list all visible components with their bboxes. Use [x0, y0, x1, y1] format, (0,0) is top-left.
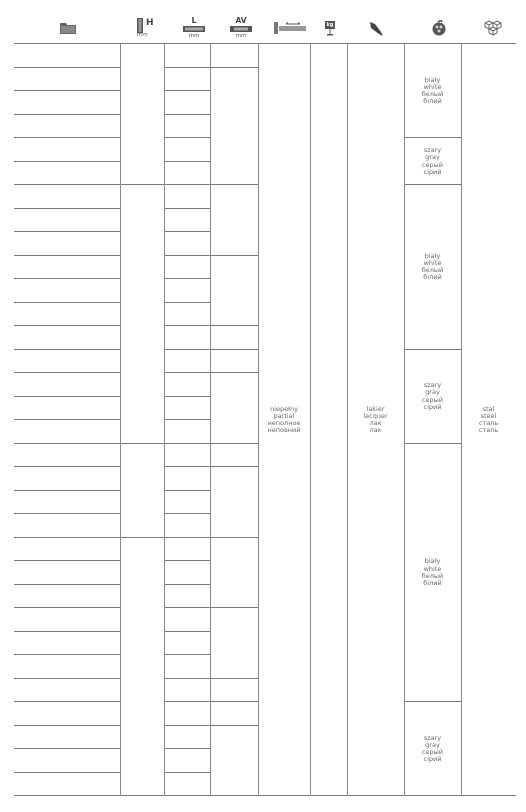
product-code: [14, 185, 120, 209]
product-code: [14, 608, 120, 632]
product-code: [14, 326, 120, 350]
color-value-line: серый: [421, 395, 444, 404]
av-value: [210, 608, 258, 679]
header-row: [14, 14, 516, 42]
type-value-line: niepełny: [270, 404, 298, 413]
color-value-line: white: [423, 82, 442, 91]
height-value: [120, 444, 164, 538]
height-label: H: [146, 18, 154, 28]
finish-value-line: lacquer: [363, 411, 388, 420]
material-value-line: сталь: [478, 419, 499, 427]
length-value: [164, 279, 210, 303]
material-cubes-icon: [470, 14, 516, 42]
av-value: [210, 467, 258, 538]
length-value: [164, 256, 210, 280]
column-divider: [347, 44, 348, 796]
height-value: [120, 44, 164, 185]
av-value: [210, 373, 258, 444]
material-value-line: stal: [482, 404, 495, 413]
type-value-line: неполное: [267, 419, 301, 427]
av-value: [210, 44, 258, 68]
length-value: [164, 632, 210, 656]
length-value: [164, 232, 210, 256]
finish-value-line: lakier: [366, 404, 385, 413]
product-code: [14, 420, 120, 444]
color-value-line: серый: [421, 748, 444, 756]
product-code: [14, 514, 120, 538]
length-value: [164, 209, 210, 233]
length-value: [164, 608, 210, 632]
column-divider: [210, 44, 211, 796]
type-value: [258, 44, 310, 796]
weight-value: [310, 44, 347, 796]
av-value: [210, 256, 258, 327]
color-value-line: белый: [421, 90, 444, 98]
product-code: [14, 655, 120, 679]
color-value-line: biały: [424, 557, 441, 566]
av-value: [210, 538, 258, 609]
product-code: [14, 726, 120, 750]
length-value: [164, 138, 210, 162]
product-code: [14, 162, 120, 186]
length-value: [164, 68, 210, 92]
product-code: [14, 773, 120, 797]
length-value: [164, 585, 210, 609]
finish-value-line: лак: [369, 419, 382, 427]
product-code: [14, 350, 120, 374]
color-value-line: белый: [421, 266, 444, 275]
product-code: [14, 138, 120, 162]
weight-label: kg: [326, 22, 334, 28]
product-code: [14, 632, 120, 656]
column-divider: [461, 44, 462, 796]
color-value-line: сірий: [423, 402, 442, 411]
color-value-line: biały: [424, 75, 441, 84]
color-value-line: gray: [425, 388, 440, 397]
av-value: [210, 444, 258, 468]
length-value: [164, 679, 210, 703]
av-unit: mm: [235, 33, 247, 39]
length-value: [164, 326, 210, 350]
material-value: [461, 44, 516, 796]
av-value: [210, 68, 258, 186]
av-label: AV: [235, 16, 247, 25]
profile-bar-icon: [268, 14, 314, 42]
length-unit: mm: [188, 33, 200, 39]
product-code: [14, 491, 120, 515]
product-code: [14, 209, 120, 233]
column-divider: [120, 44, 121, 796]
length-value: [164, 514, 210, 538]
length-value: [164, 561, 210, 585]
type-value-line: неповний: [267, 426, 301, 435]
color-value-line: gray: [425, 153, 440, 162]
length-value: [164, 185, 210, 209]
color-value-line: szary: [423, 733, 442, 742]
product-code: [14, 444, 120, 468]
material-value-line: сталь: [478, 426, 499, 435]
product-table: [14, 44, 516, 796]
product-code: [14, 44, 120, 68]
length-value: [164, 373, 210, 397]
product-code: [14, 279, 120, 303]
color-value-line: gray: [425, 740, 440, 749]
height-value: [120, 538, 164, 797]
av-value: [210, 185, 258, 256]
finish-value-line: лак: [369, 426, 382, 435]
product-code: [14, 303, 120, 327]
length-value: [164, 444, 210, 468]
product-code: [14, 467, 120, 491]
color-value: [404, 138, 461, 185]
color-value-line: biały: [424, 251, 441, 260]
height-unit: mm: [137, 32, 148, 38]
av-value: [210, 679, 258, 703]
length-value: [164, 162, 210, 186]
color-value-line: white: [423, 259, 442, 268]
color-value-line: сірий: [423, 167, 442, 176]
color-value-line: білий: [423, 97, 442, 106]
av-width-icon: [219, 14, 263, 42]
color-value-line: серый: [421, 160, 444, 169]
length-value: [164, 91, 210, 115]
color-value-line: white: [423, 564, 442, 573]
length-value: [164, 115, 210, 139]
product-code: [14, 68, 120, 92]
length-value: [164, 350, 210, 374]
color-value-line: белый: [421, 571, 444, 580]
av-value: [210, 350, 258, 374]
av-value: [210, 702, 258, 726]
folder-icon: [52, 14, 84, 42]
column-divider: [310, 44, 311, 796]
length-value: [164, 467, 210, 491]
material-value-line: steel: [480, 411, 497, 420]
color-value: [404, 185, 461, 350]
type-value-line: partial: [273, 411, 295, 420]
product-code: [14, 115, 120, 139]
length-icon: [174, 14, 214, 42]
column-divider: [258, 44, 259, 796]
weight-icon: [311, 14, 349, 42]
height-value: [120, 185, 164, 444]
product-code: [14, 702, 120, 726]
product-code: [14, 538, 120, 562]
color-value-line: білий: [423, 273, 442, 282]
color-value-line: szary: [423, 381, 442, 390]
column-divider: [164, 44, 165, 796]
product-code: [14, 585, 120, 609]
length-value: [164, 749, 210, 773]
length-value: [164, 726, 210, 750]
product-code: [14, 749, 120, 773]
length-value: [164, 303, 210, 327]
av-value: [210, 726, 258, 797]
product-code: [14, 373, 120, 397]
length-label: L: [191, 16, 197, 25]
row-divider: [14, 795, 516, 796]
length-value: [164, 702, 210, 726]
av-value: [210, 326, 258, 350]
product-code: [14, 91, 120, 115]
palette-icon: [414, 14, 464, 42]
color-value-line: сірий: [423, 755, 442, 764]
color-value: [404, 44, 461, 138]
product-code: [14, 256, 120, 280]
product-code: [14, 561, 120, 585]
length-value: [164, 491, 210, 515]
length-value: [164, 773, 210, 797]
length-value: [164, 397, 210, 421]
color-value: [404, 350, 461, 444]
length-value: [164, 420, 210, 444]
length-value: [164, 655, 210, 679]
finish-value: [347, 44, 404, 796]
color-value: [404, 702, 461, 796]
column-divider: [404, 44, 405, 796]
product-code: [14, 232, 120, 256]
product-code: [14, 397, 120, 421]
color-value-line: білий: [423, 578, 442, 587]
paint-brush-icon: [354, 14, 398, 42]
length-value: [164, 538, 210, 562]
length-value: [164, 44, 210, 68]
product-code: [14, 679, 120, 703]
height-icon: [124, 14, 164, 42]
color-value: [404, 444, 461, 703]
color-value-line: szary: [423, 146, 442, 155]
